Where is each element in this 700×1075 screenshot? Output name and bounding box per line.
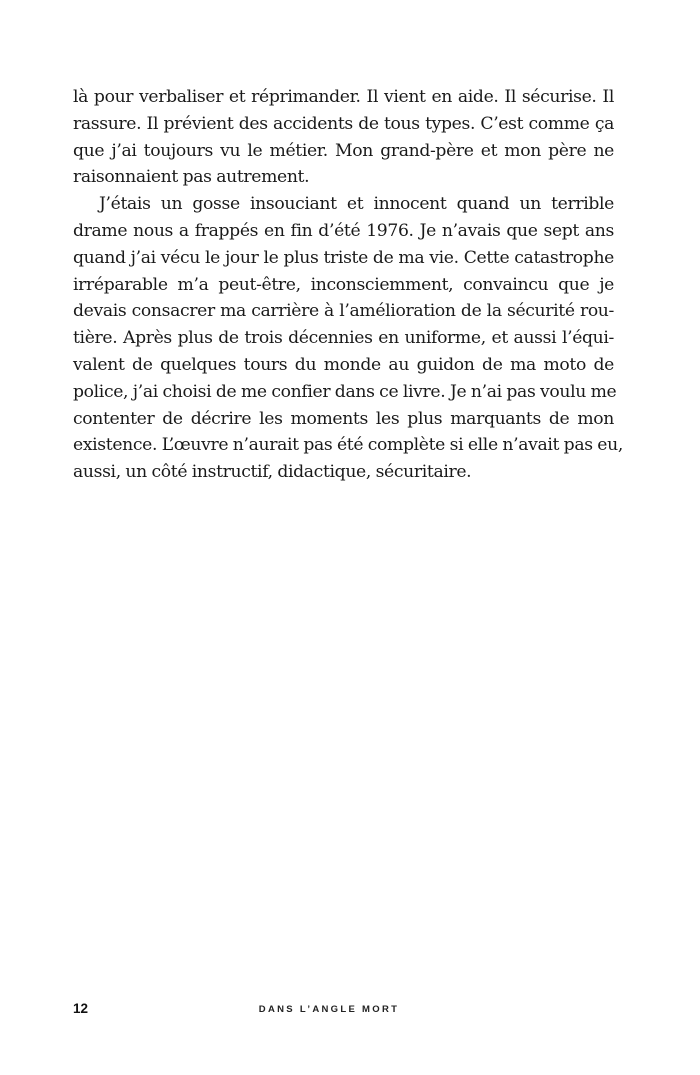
page-number: 12 xyxy=(73,1001,89,1016)
paragraph-2 xyxy=(73,191,623,486)
text-line: police, j’ai choisi de me confier dans ce livre. Je n’ai pas voulu me xyxy=(73,381,617,402)
text-line: que j’ai toujours vu le métier. Mon grand-père et mon père ne xyxy=(73,140,614,161)
text-line: là pour verbaliser et réprimander. Il vient en aide. Il sécurise. Il xyxy=(73,87,614,107)
text-line: contenter de décrire les moments les plus marquants de mon xyxy=(73,408,614,429)
text-line: J’étais un gosse insouciant et innocent quand un terrible xyxy=(99,194,614,215)
text-line: irréparable m’a peut-être, inconsciemment, convaincu que je xyxy=(73,274,614,295)
text-line: rassure. Il prévient des accidents de tous types. C’est comme ça xyxy=(73,113,614,134)
text-line: existence. L’œuvre n’aurait pas été complète si elle n’avait pas eu, xyxy=(73,435,623,456)
text-line: quand j’ai vécu le jour le plus triste de ma vie. Cette catastrophe xyxy=(73,247,614,268)
text-line: drame nous a frappés en fin d’été 1976. Je n’avais que sept ans xyxy=(73,220,614,241)
text-line: valent de quelques tours du monde au guidon de ma moto de xyxy=(73,354,614,375)
text-line: raisonnaient pas autrement. xyxy=(73,167,310,188)
text-line: aussi, un côté instructif, didactique, sécuritaire. xyxy=(73,462,472,483)
body-text xyxy=(73,84,623,486)
running-head: DANS L’ANGLE MORT xyxy=(258,1004,400,1015)
text-line: devais consacrer ma carrière à l’amélioration de la sécurité rou- xyxy=(73,301,614,322)
paragraph-1 xyxy=(73,84,614,191)
text-line: tière. Après plus de trois décennies en uniforme, et aussi l’équi- xyxy=(73,328,614,349)
